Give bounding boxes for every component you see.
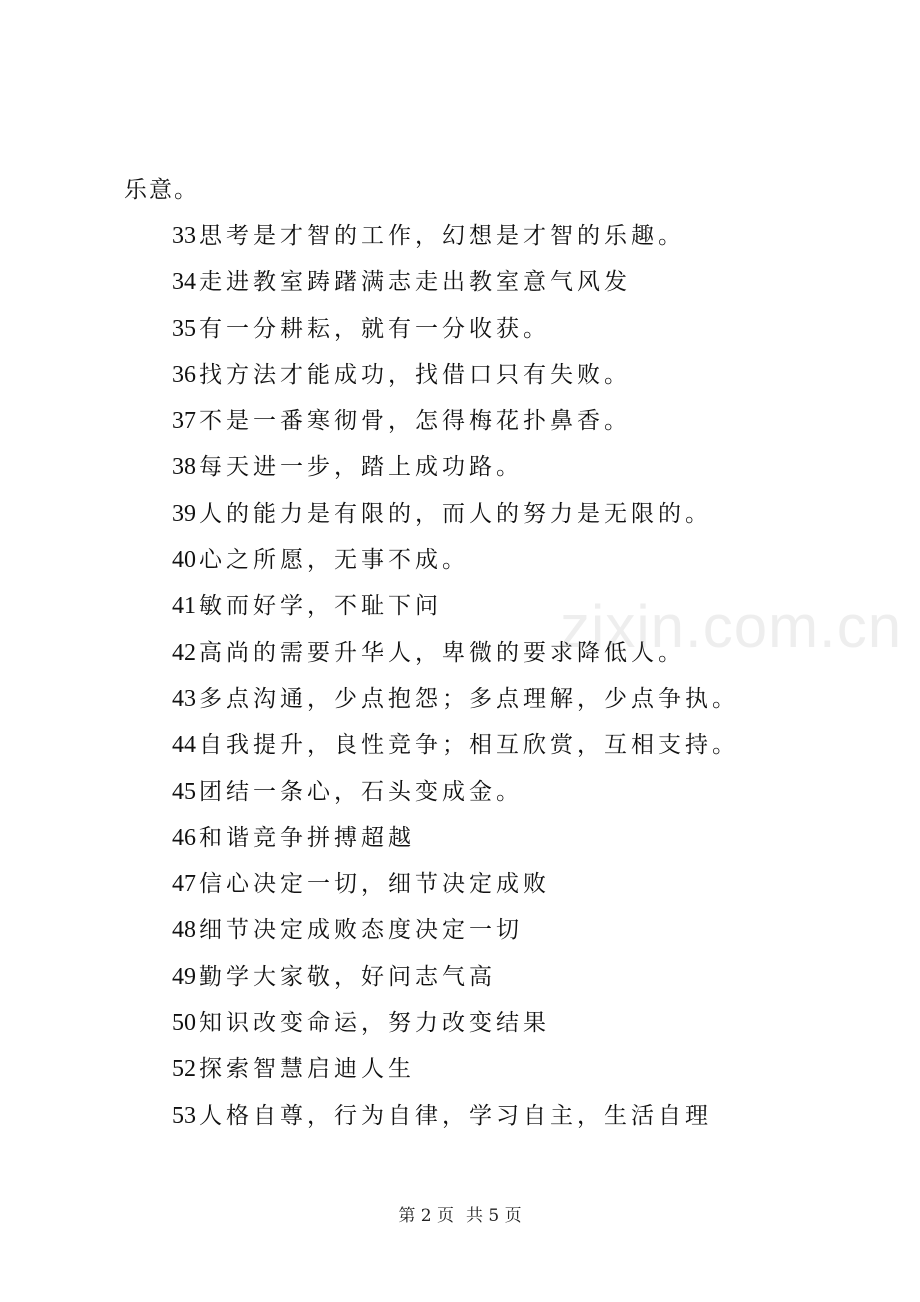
- item-number: 42: [172, 639, 196, 666]
- list-item: [172, 540, 739, 586]
- item-text: 信心决定一切，细节决定成败: [199, 871, 550, 898]
- item-number: 39: [172, 500, 196, 527]
- item-number: 33: [172, 223, 196, 249]
- list-item: [172, 309, 739, 355]
- item-text: 有一分耕耘，就有一分收获。: [199, 315, 550, 342]
- item-number: 47: [172, 871, 196, 898]
- item-number: 53: [172, 1102, 196, 1129]
- page-number: 第 2 页: [398, 1206, 454, 1226]
- item-text: 敏而好学，不耻下问: [199, 593, 442, 620]
- item-text: 知识改变命运，努力改变结果: [199, 1010, 550, 1037]
- item-number: 41: [172, 593, 196, 620]
- list-item: [172, 818, 739, 864]
- page-footer: [0, 1201, 920, 1226]
- continuation-text: 乐意。: [124, 177, 199, 203]
- list-item: [172, 216, 739, 262]
- page-total: 共 5 页: [466, 1206, 522, 1226]
- list-item: [172, 864, 739, 910]
- item-number: 46: [172, 824, 196, 851]
- list-item: [172, 957, 739, 1003]
- item-text: 多点沟通，少点抱怨；多点理解，少点争执。: [199, 685, 739, 712]
- list-item: [172, 447, 739, 493]
- item-text: 心之所愿，无事不成。: [199, 547, 469, 574]
- item-text: 和谐竞争拼搏超越: [199, 824, 415, 851]
- list-item: [172, 725, 739, 771]
- item-number: 40: [172, 547, 196, 574]
- quote-list: [172, 216, 739, 1142]
- item-text: 思考是才智的工作，幻想是才智的乐趣。: [199, 223, 685, 249]
- list-item: [172, 355, 739, 401]
- item-text: 找方法才能成功，找借口只有失败。: [199, 361, 631, 388]
- item-text: 自我提升，良性竞争；相互欣赏，互相支持。: [199, 732, 739, 759]
- item-text: 每天进一步，踏上成功路。: [199, 454, 523, 481]
- item-text: 团结一条心，石头变成金。: [199, 778, 523, 805]
- list-item: [172, 401, 739, 447]
- list-item: [172, 910, 739, 956]
- watermark: zixin.com.cn: [560, 593, 903, 660]
- item-text: 人格自尊，行为自律，学习自主，生活自理: [199, 1102, 712, 1129]
- list-item: [172, 1096, 739, 1142]
- item-text: 探索智慧启迪人生: [199, 1056, 415, 1083]
- item-number: 45: [172, 778, 196, 805]
- item-number: 37: [172, 408, 196, 435]
- item-number: 36: [172, 361, 196, 388]
- item-text: 高尚的需要升华人，卑微的要求降低人。: [199, 639, 685, 666]
- item-number: 34: [172, 269, 196, 296]
- item-text: 不是一番寒彻骨，怎得梅花扑鼻香。: [199, 408, 631, 435]
- list-item: [172, 1003, 739, 1049]
- list-item: [172, 1049, 739, 1095]
- list-item: [172, 679, 739, 725]
- list-item: [172, 494, 739, 540]
- item-number: 43: [172, 685, 196, 712]
- list-item: [172, 772, 739, 818]
- item-number: 52: [172, 1056, 196, 1083]
- item-text: 人的能力是有限的，而人的努力是无限的。: [199, 500, 712, 527]
- item-number: 50: [172, 1010, 196, 1037]
- item-number: 38: [172, 454, 196, 481]
- list-item: [172, 262, 739, 308]
- item-number: 48: [172, 917, 196, 944]
- item-text: 勤学大家敬，好问志气高: [199, 963, 496, 990]
- item-text: 细节决定成败态度决定一切: [199, 917, 523, 944]
- item-number: 35: [172, 315, 196, 342]
- item-number: 49: [172, 963, 196, 990]
- item-text: 走进教室踌躇满志走出教室意气风发: [199, 269, 631, 296]
- item-number: 44: [172, 732, 196, 759]
